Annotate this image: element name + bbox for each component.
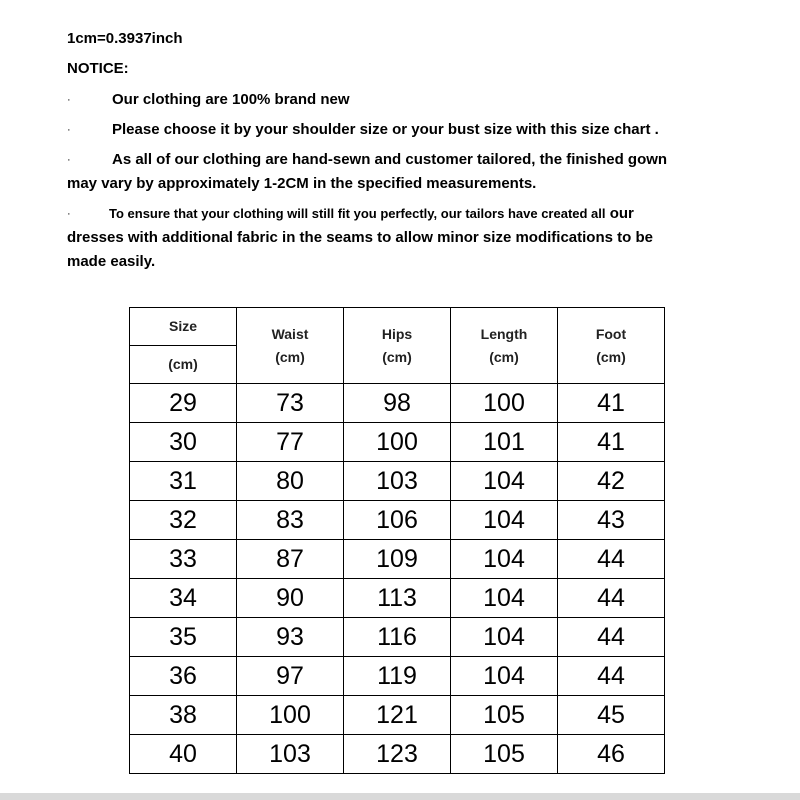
- cell-hips: 119: [344, 657, 451, 696]
- notice-line-4: [67, 202, 717, 274]
- cell-hips: 109: [344, 540, 451, 579]
- cell-hips: 113: [344, 579, 451, 618]
- cell-length: 105: [451, 735, 558, 774]
- header-length: [451, 308, 558, 384]
- header-length-label: Length: [480, 325, 528, 342]
- notice-text: may vary by approximately 1-2CM in the specified measurements.: [67, 175, 537, 192]
- header-waist-label: Waist: [271, 325, 309, 342]
- notice-text: made easily.: [67, 253, 156, 270]
- cell-length: 104: [451, 618, 558, 657]
- notice-line-1: [67, 88, 717, 112]
- header-hips: [344, 308, 451, 384]
- bullet: ·: [67, 208, 71, 220]
- header-foot-label: Foot: [595, 325, 627, 342]
- cell-foot: 44: [558, 618, 665, 657]
- cell-waist: 90: [237, 579, 344, 618]
- cell-waist: 77: [237, 423, 344, 462]
- cell-length: 101: [451, 423, 558, 462]
- bullet: ·: [67, 154, 71, 166]
- cell-foot: 45: [558, 696, 665, 735]
- size-chart-table: [129, 307, 665, 774]
- cell-size: 38: [130, 696, 237, 735]
- cell-length: 105: [451, 696, 558, 735]
- table-row: [130, 579, 665, 618]
- cell-size: 40: [130, 735, 237, 774]
- header-hips-label: Hips: [381, 325, 413, 342]
- cell-hips: 121: [344, 696, 451, 735]
- cell-waist: 93: [237, 618, 344, 657]
- cell-waist: 73: [237, 384, 344, 423]
- table-row: [130, 501, 665, 540]
- cell-foot: 46: [558, 735, 665, 774]
- cell-waist: 83: [237, 501, 344, 540]
- cell-foot: 41: [558, 423, 665, 462]
- cell-length: 104: [451, 462, 558, 501]
- table-row: [130, 384, 665, 423]
- cell-foot: 41: [558, 384, 665, 423]
- notice-text: dresses with additional fabric in the seams to allow minor size modifications to be: [67, 229, 653, 246]
- notice-text: As all of our clothing are hand-sewn and customer tailored, the finished gown: [112, 151, 668, 168]
- cell-foot: 44: [558, 579, 665, 618]
- cell-size: 29: [130, 384, 237, 423]
- cell-size: 30: [130, 423, 237, 462]
- bullet: ·: [67, 94, 71, 106]
- table-row: [130, 462, 665, 501]
- header-size-unit: (cm): [130, 346, 237, 384]
- cell-waist: 100: [237, 696, 344, 735]
- cell-foot: 42: [558, 462, 665, 501]
- cell-hips: 100: [344, 423, 451, 462]
- table-row: [130, 657, 665, 696]
- cell-hips: 116: [344, 618, 451, 657]
- bottom-divider: [0, 793, 800, 800]
- cell-length: 104: [451, 657, 558, 696]
- notice-title: NOTICE:: [67, 60, 129, 77]
- cell-length: 100: [451, 384, 558, 423]
- cell-length: 104: [451, 501, 558, 540]
- cell-length: 104: [451, 540, 558, 579]
- cell-hips: 98: [344, 384, 451, 423]
- header-unit: (cm): [382, 348, 412, 365]
- bullet: ·: [67, 124, 71, 136]
- cell-size: 31: [130, 462, 237, 501]
- notice-line-3: [67, 148, 717, 196]
- header-unit: (cm): [275, 348, 305, 365]
- table-row: [130, 696, 665, 735]
- cell-waist: 103: [237, 735, 344, 774]
- notice-text: our: [609, 205, 634, 222]
- notice-text: Our clothing are 100% brand new: [112, 91, 350, 108]
- notice-text: Please choose it by your shoulder size or your bust size with this size chart .: [112, 121, 659, 138]
- cell-foot: 44: [558, 540, 665, 579]
- cell-hips: 103: [344, 462, 451, 501]
- cell-foot: 44: [558, 657, 665, 696]
- cell-size: 36: [130, 657, 237, 696]
- cell-length: 104: [451, 579, 558, 618]
- notice-text: To ensure that your clothing will still fit you perfectly, our tailors have created all: [109, 206, 606, 221]
- table-row: [130, 618, 665, 657]
- table-row: [130, 540, 665, 579]
- cell-foot: 43: [558, 501, 665, 540]
- cell-hips: 106: [344, 501, 451, 540]
- cell-waist: 97: [237, 657, 344, 696]
- cell-waist: 87: [237, 540, 344, 579]
- cell-size: 32: [130, 501, 237, 540]
- cell-size: 33: [130, 540, 237, 579]
- notice-line-2: [67, 118, 717, 142]
- table-row: [130, 423, 665, 462]
- cell-size: 34: [130, 579, 237, 618]
- cell-size: 35: [130, 618, 237, 657]
- header-foot: [558, 308, 665, 384]
- cell-hips: 123: [344, 735, 451, 774]
- header-size: Size: [130, 308, 237, 346]
- table-row: [130, 735, 665, 774]
- unit-conversion: 1cm=0.3937inch: [67, 30, 183, 47]
- header-unit: (cm): [489, 348, 519, 365]
- cell-waist: 80: [237, 462, 344, 501]
- header-waist: [237, 308, 344, 384]
- header-unit: (cm): [596, 348, 626, 365]
